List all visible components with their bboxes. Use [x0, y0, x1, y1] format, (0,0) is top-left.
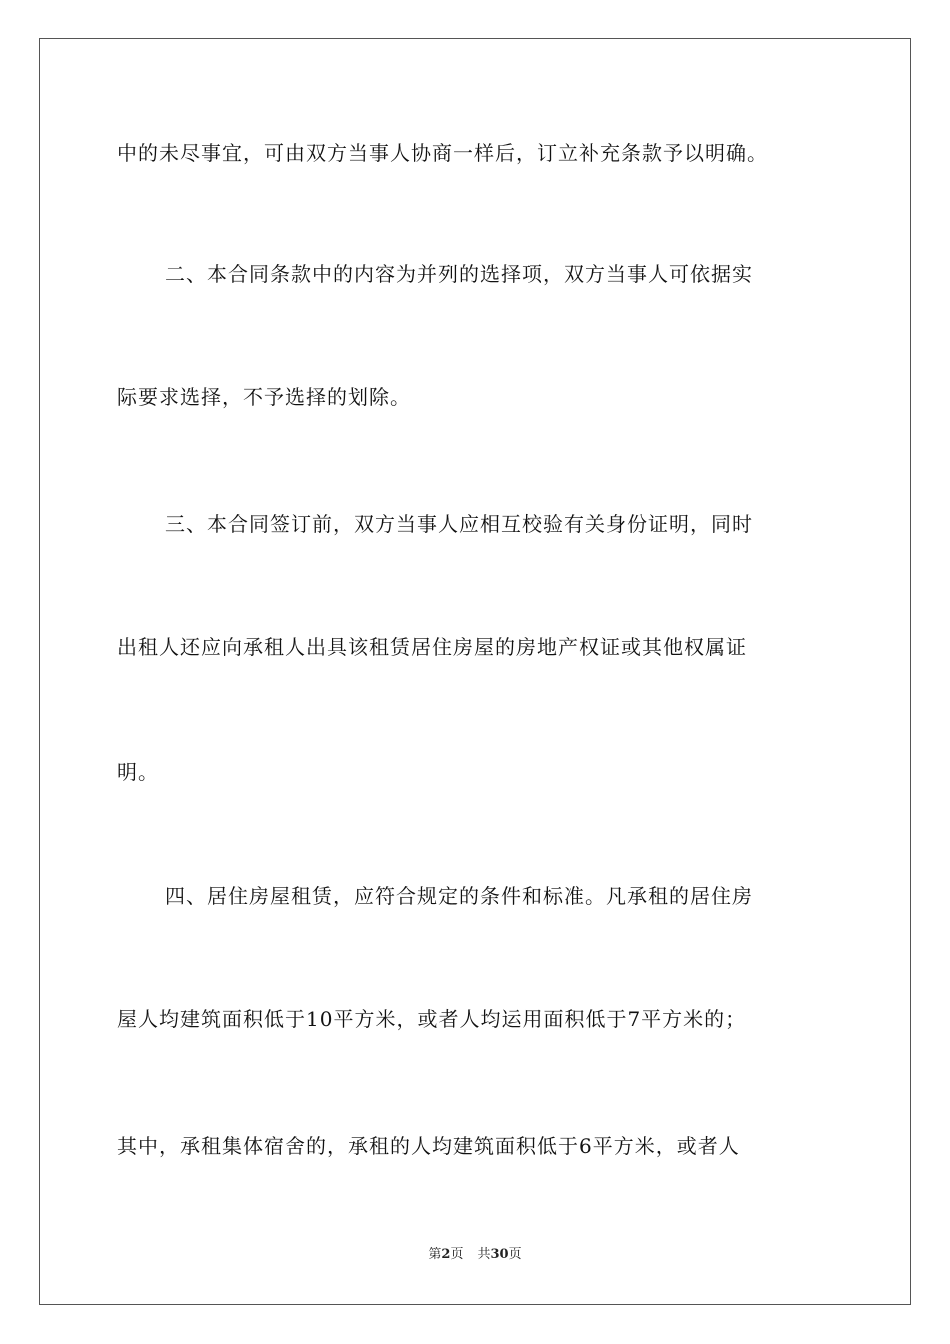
text-line-3: 际要求选择，不予选择的划除。: [117, 385, 411, 409]
footer-total-suffix: 页: [508, 1247, 522, 1262]
text-line-6: 明。: [117, 760, 159, 784]
text-line-7: 四、居住房屋租赁，应符合规定的条件和标准。凡承租的居住房: [165, 884, 753, 908]
text-line-9: 其中，承租集体宿舍的，承租的人均建筑面积低于6平方米，或者人: [117, 1134, 740, 1158]
footer-page-prefix: 第: [428, 1247, 442, 1262]
footer-total-prefix: 共: [477, 1247, 491, 1262]
text-line-2: 二、本合同条款中的内容为并列的选择项，双方当事人可依据实: [165, 262, 753, 286]
footer-page-suffix: 页: [450, 1247, 464, 1262]
page-frame: [39, 38, 911, 1305]
footer-page-number: 2: [441, 1247, 451, 1262]
text-line-4: 三、本合同签订前，双方当事人应相互校验有关身份证明，同时: [165, 512, 753, 536]
page-footer: [0, 1246, 950, 1264]
text-line-8: 屋人均建筑面积低于10平方米，或者人均运用面积低于7平方米的；: [117, 1007, 747, 1031]
text-line-5: 出租人还应向承租人出具该租赁居住房屋的房地产权证或其他权属证: [117, 635, 747, 659]
footer-total-pages: 30: [490, 1247, 509, 1262]
text-line-1: 中的未尽事宜，可由双方当事人协商一样后，订立补充条款予以明确。: [117, 141, 768, 165]
